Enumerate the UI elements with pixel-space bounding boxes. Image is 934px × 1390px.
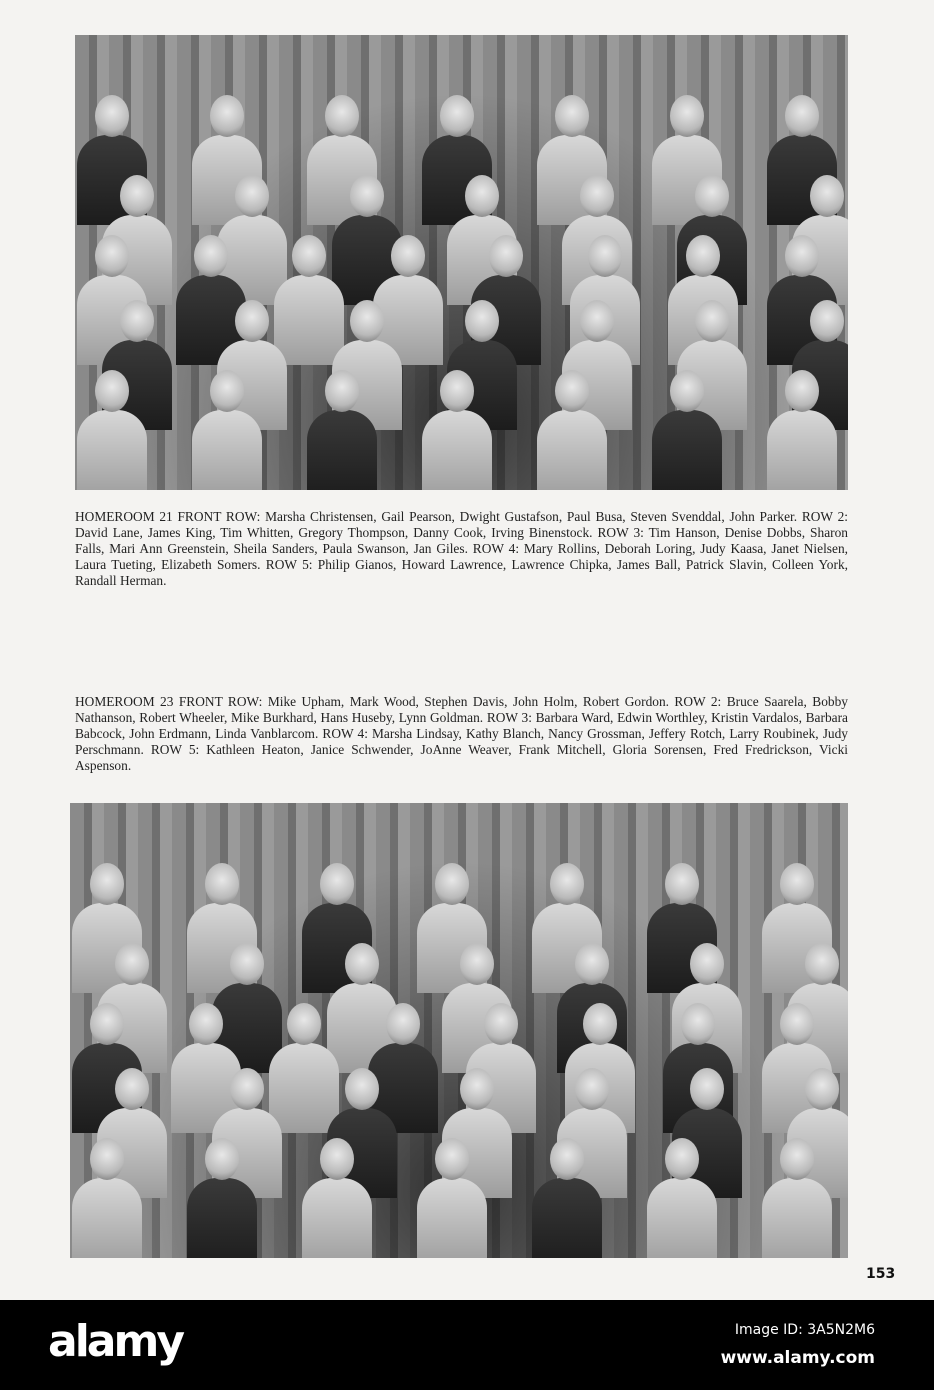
student-figure [417, 1178, 487, 1258]
student-face [210, 370, 244, 412]
student-face [345, 943, 379, 985]
student-figure [72, 1178, 142, 1258]
student-face [120, 300, 154, 342]
student-face [810, 175, 844, 217]
student-face [785, 235, 819, 277]
student-face [460, 1068, 494, 1110]
homeroom-23-class-photo [70, 803, 848, 1258]
student-face [435, 863, 469, 905]
student-face [292, 235, 326, 277]
homeroom-21-caption: HOMEROOM 21 FRONT ROW: Marsha Christensen, Gail Pearson, Dwight Gustafson, Paul Busa, Steven Svenddal, John Parker. ROW 2: David Lane, James King, Tim Whitten, Gregory Thompson, Danny Cook, Irving Binenstock. ROW 3: Tim Hanson, Denise Dobbs, Sharon Falls, Mari Ann Greenstein, Sheila Sanders, Paula Swanson, Jan Giles. ROW 4: Mary Rollins, Deborah Loring, Judy Kaasa, Janet Nielsen, Laura Tueting, Elizabeth Somers. ROW 5: Philip Gianos, Howard Lawrence, Lawrence Chipka, James Ball, Patrick Slavin, Colleen York, Randall Herman. [75, 509, 848, 588]
site-url: www.alamy.com [720, 1348, 875, 1368]
student-face [690, 943, 724, 985]
student-face [435, 1138, 469, 1180]
student-figure [302, 1178, 372, 1258]
student-figure [532, 1178, 602, 1258]
student-face [489, 235, 523, 277]
student-face [325, 95, 359, 137]
student-face [345, 1068, 379, 1110]
student-face [785, 370, 819, 412]
student-face [810, 300, 844, 342]
homeroom-23-caption: HOMEROOM 23 FRONT ROW: Mike Upham, Mark Wood, Stephen Davis, John Holm, Robert Gordon. ROW 2: Bruce Saarela, Bobby Nathanson, Robert Wheeler, Mike Burkhard, Hans Huseby, Lynn Goldman. ROW 3: Barbara Ward, Edwin Worthley, Kristin Vardalos, Barbara Babcock, John Erdmann, Linda Vanblarcom. ROW 4: Marsha Lindsay, Kathy Blanch, Nancy Grossman, Jeffery Rotch, Larry Roubinek, Judy Perschmann. ROW 5: Kathleen Heaton, Janice Schwender, JoAnne Weaver, Frank Mitchell, Gloria Sorensen, Fred Fredrickson, Vicki Aspenson. [75, 694, 848, 773]
student-face [575, 1068, 609, 1110]
student-face [325, 370, 359, 412]
student-face [580, 300, 614, 342]
student-figure [652, 410, 722, 490]
student-face [484, 1003, 518, 1045]
student-face [583, 1003, 617, 1045]
student-face [287, 1003, 321, 1045]
student-face [189, 1003, 223, 1045]
student-face [350, 175, 384, 217]
student-face [205, 1138, 239, 1180]
student-face [205, 863, 239, 905]
student-face [588, 235, 622, 277]
student-figure [647, 1178, 717, 1258]
student-face [805, 943, 839, 985]
student-face [440, 370, 474, 412]
student-face [90, 863, 124, 905]
student-face [320, 1138, 354, 1180]
student-face [235, 300, 269, 342]
student-face [90, 1138, 124, 1180]
watermark-footer [0, 1300, 934, 1390]
student-face [440, 95, 474, 137]
student-face [115, 943, 149, 985]
student-face [386, 1003, 420, 1045]
student-face [350, 300, 384, 342]
student-face [320, 863, 354, 905]
student-figure [537, 410, 607, 490]
homeroom-21-class-photo [75, 35, 848, 490]
image-id: Image ID: 3A5N2M6 [734, 1322, 875, 1338]
student-face [780, 1138, 814, 1180]
student-face [95, 235, 129, 277]
student-figure [274, 275, 344, 365]
student-face [670, 95, 704, 137]
student-figure [762, 1178, 832, 1258]
student-face [780, 1003, 814, 1045]
student-figure [269, 1043, 339, 1133]
student-face [235, 175, 269, 217]
page-number: 153 [866, 1266, 896, 1282]
student-face [580, 175, 614, 217]
student-figure [767, 410, 837, 490]
student-face [695, 175, 729, 217]
student-face [120, 175, 154, 217]
student-face [670, 370, 704, 412]
student-face [210, 95, 244, 137]
student-figure [422, 410, 492, 490]
student-face [550, 863, 584, 905]
alamy-logo: alamy [48, 1316, 182, 1367]
student-figure [307, 410, 377, 490]
student-face [785, 95, 819, 137]
student-face [194, 235, 228, 277]
student-figure [192, 410, 262, 490]
student-face [695, 300, 729, 342]
student-face [230, 1068, 264, 1110]
student-face [690, 1068, 724, 1110]
student-face [665, 863, 699, 905]
student-figure [187, 1178, 257, 1258]
student-face [465, 300, 499, 342]
student-figure [77, 410, 147, 490]
student-face [465, 175, 499, 217]
student-face [230, 943, 264, 985]
student-face [575, 943, 609, 985]
student-face [460, 943, 494, 985]
student-face [665, 1138, 699, 1180]
student-face [95, 370, 129, 412]
student-face [780, 863, 814, 905]
student-face [115, 1068, 149, 1110]
student-face [555, 370, 589, 412]
student-face [391, 235, 425, 277]
student-face [805, 1068, 839, 1110]
student-face [90, 1003, 124, 1045]
student-face [95, 95, 129, 137]
student-face [550, 1138, 584, 1180]
student-face [555, 95, 589, 137]
